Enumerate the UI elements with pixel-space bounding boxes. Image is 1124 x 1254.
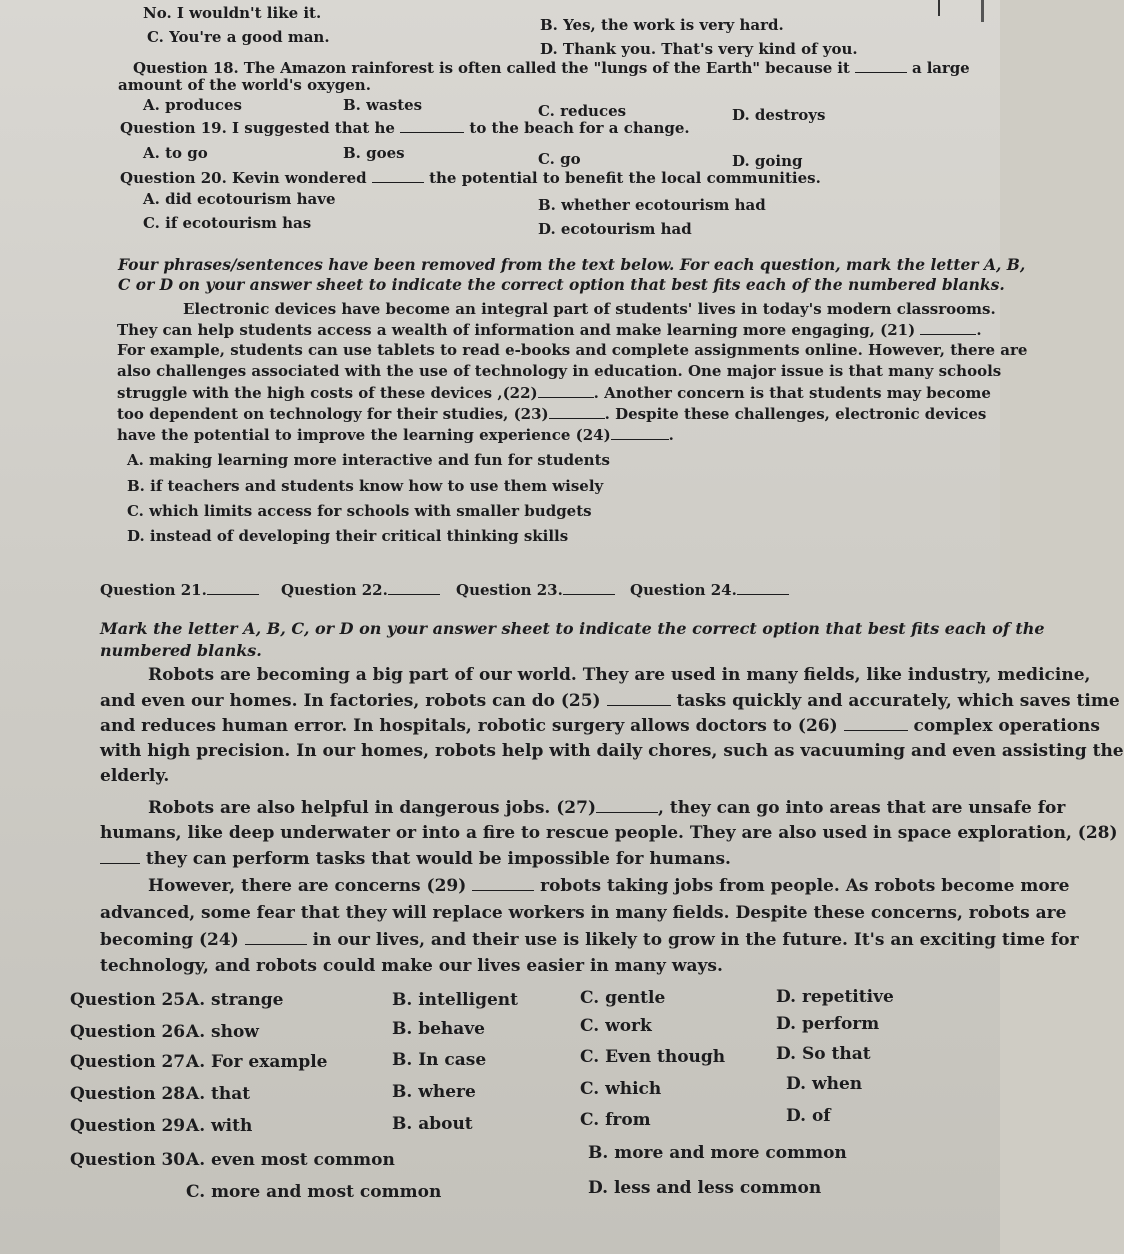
passage-line: also challenges associated with the use of technology in education. One major issue is that many schools bbox=[117, 362, 1002, 380]
passage-line: and reduces human error. In hospitals, robotic surgery allows doctors to (26) complex operations bbox=[100, 716, 1100, 736]
option-line: No. I wouldn't like it. bbox=[143, 4, 322, 22]
option-c: C. reduces bbox=[538, 102, 627, 120]
passage-line: with high precision. In our homes, robots help with daily chores, such as vacuuming and even assisting the bbox=[100, 741, 1124, 761]
answer-slot-22: Question 22. bbox=[281, 582, 440, 598]
option-c: C. from bbox=[580, 1110, 651, 1130]
option-b: B. In case bbox=[392, 1050, 487, 1070]
option-c: C. gentle bbox=[580, 988, 666, 1008]
page-edge-mark bbox=[981, 0, 984, 22]
passage-line: elderly. bbox=[100, 766, 170, 786]
passage-line: humans, like deep underwater or into a fire to rescue people. They are also used in space exploration, (28) bbox=[100, 823, 1118, 843]
passage-line: Robots are becoming a big part of our world. They are used in many fields, like industry, medicine, bbox=[148, 665, 1091, 685]
option-c: C. which bbox=[580, 1079, 662, 1099]
section-instruction: Mark the letter A, B, C, or D on your answer sheet to indicate the correct option that best fits each of the bbox=[100, 619, 1045, 638]
answer-blank bbox=[100, 851, 140, 864]
option-b: B. wastes bbox=[343, 96, 423, 114]
option-line: D. Thank you. That's very kind of you. bbox=[540, 40, 858, 58]
answer-blank bbox=[737, 582, 789, 595]
answer-slot-21: Question 21. bbox=[100, 582, 259, 598]
option-line: B. Yes, the work is very hard. bbox=[540, 16, 784, 34]
passage-line: They can help students access a wealth of information and make learning more engaging, (21) . bbox=[117, 321, 982, 339]
option-a: A. produces bbox=[143, 96, 242, 114]
option-c: C. if ecotourism has bbox=[143, 214, 312, 232]
question-label: Question 25. bbox=[70, 990, 192, 1010]
option-a: A. did ecotourism have bbox=[143, 190, 336, 208]
answer-blank bbox=[920, 322, 976, 335]
answer-blank bbox=[596, 800, 658, 813]
answer-blank bbox=[538, 385, 594, 398]
section-instruction: numbered blanks. bbox=[100, 641, 262, 660]
option-d: D. repetitive bbox=[776, 987, 894, 1007]
passage-line: becoming (24) in our lives, and their use is likely to grow in the future. It's an exciting time for bbox=[100, 930, 1079, 950]
answer-blank bbox=[472, 878, 534, 891]
option-d: D. going bbox=[732, 152, 803, 170]
answer-blank bbox=[245, 932, 307, 945]
option-a: A. that bbox=[186, 1084, 251, 1104]
answer-blank bbox=[388, 582, 440, 595]
passage-line: Robots are also helpful in dangerous jobs. (27) , they can go into areas that are unsafe for bbox=[148, 798, 1066, 818]
passage-line: they can perform tasks that would be impossible for humans. bbox=[100, 851, 731, 868]
option-c: C. more and most common bbox=[186, 1182, 442, 1202]
question-label: Question 30. bbox=[70, 1150, 192, 1170]
question-label: Question 27. bbox=[70, 1052, 192, 1072]
passage-line: struggle with the high costs of these devices ,(22) . Another concern is that students may become bbox=[117, 384, 991, 402]
option-b: B. about bbox=[392, 1114, 473, 1134]
option-d: D. of bbox=[786, 1106, 831, 1126]
option-d: D. when bbox=[786, 1074, 863, 1094]
option-b: B. whether ecotourism had bbox=[538, 196, 766, 214]
question-20: Question 20. Kevin wondered the potential to benefit the local communities. bbox=[120, 169, 821, 187]
page-edge-mark bbox=[938, 0, 940, 16]
option-d: D. ecotourism had bbox=[538, 220, 692, 238]
option-c: C. work bbox=[580, 1016, 652, 1036]
question-18: Question 18. The Amazon rainforest is often called the "lungs of the Earth" because it a large bbox=[133, 59, 970, 77]
passage-line: However, there are concerns (29) robots taking jobs from people. As robots become more bbox=[148, 876, 1070, 896]
option-a: A. with bbox=[186, 1116, 253, 1136]
option-b: B. if teachers and students know how to use them wisely bbox=[127, 477, 604, 495]
answer-blank bbox=[207, 582, 259, 595]
option-c: C. go bbox=[538, 150, 581, 168]
answer-slot-24: Question 24. bbox=[630, 582, 789, 598]
answer-blank bbox=[563, 582, 615, 595]
question-label: Question 29. bbox=[70, 1116, 192, 1136]
answer-blank bbox=[372, 170, 424, 183]
option-a: A. strange bbox=[186, 990, 284, 1010]
option-d: D. instead of developing their critical thinking skills bbox=[127, 527, 569, 545]
option-a: A. even most common bbox=[186, 1150, 395, 1170]
option-line: C. You're a good man. bbox=[147, 28, 330, 46]
passage-line: have the potential to improve the learning experience (24) . bbox=[117, 426, 674, 444]
answer-blank bbox=[549, 406, 605, 419]
question-19: Question 19. I suggested that he to the beach for a change. bbox=[120, 119, 690, 137]
section-instruction: Four phrases/sentences have been removed from the text below. For each question, mark the letter A, B, bbox=[118, 255, 1026, 274]
answer-blank bbox=[611, 427, 669, 440]
answer-blank bbox=[607, 693, 671, 706]
option-b: B. behave bbox=[392, 1019, 485, 1039]
answer-slot-23: Question 23. bbox=[456, 582, 615, 598]
option-d: D. destroys bbox=[732, 106, 826, 124]
answer-blank bbox=[400, 120, 464, 133]
question-18-cont: amount of the world's oxygen. bbox=[118, 76, 371, 94]
option-a: A. show bbox=[186, 1022, 259, 1042]
option-b: B. goes bbox=[343, 144, 405, 162]
passage-line: and even our homes. In factories, robots can do (25) tasks quickly and accurately, which saves time bbox=[100, 691, 1120, 711]
question-label: Question 26. bbox=[70, 1022, 192, 1042]
option-a: A. making learning more interactive and fun for students bbox=[127, 451, 610, 469]
answer-blank bbox=[844, 718, 908, 731]
option-d: D. So that bbox=[776, 1044, 871, 1064]
option-d: D. perform bbox=[776, 1014, 880, 1034]
option-b: B. intelligent bbox=[392, 990, 518, 1010]
option-d: D. less and less common bbox=[588, 1178, 822, 1198]
option-c: C. Even though bbox=[580, 1047, 726, 1067]
passage-line: advanced, some fear that they will replace workers in many fields. Despite these concerns, robots are bbox=[100, 903, 1067, 923]
section-instruction: C or D on your answer sheet to indicate the correct option that best fits each of the numbered blanks. bbox=[118, 275, 1005, 294]
option-b: B. where bbox=[392, 1082, 476, 1102]
question-label: Question 28. bbox=[70, 1084, 192, 1104]
option-a: A. For example bbox=[186, 1052, 328, 1072]
option-a: A. to go bbox=[143, 144, 208, 162]
passage-line: technology, and robots could make our lives easier in many ways. bbox=[100, 956, 723, 976]
passage-line: Electronic devices have become an integral part of students' lives in today's modern classrooms. bbox=[183, 300, 996, 318]
passage-line: too dependent on technology for their studies, (23) . Despite these challenges, electronic devices bbox=[117, 405, 987, 423]
answer-blank bbox=[855, 60, 907, 73]
passage-line: For example, students can use tablets to read e-books and complete assignments online. However, there are bbox=[117, 341, 1028, 359]
option-b: B. more and more common bbox=[588, 1143, 847, 1163]
option-c: C. which limits access for schools with smaller budgets bbox=[127, 502, 592, 520]
